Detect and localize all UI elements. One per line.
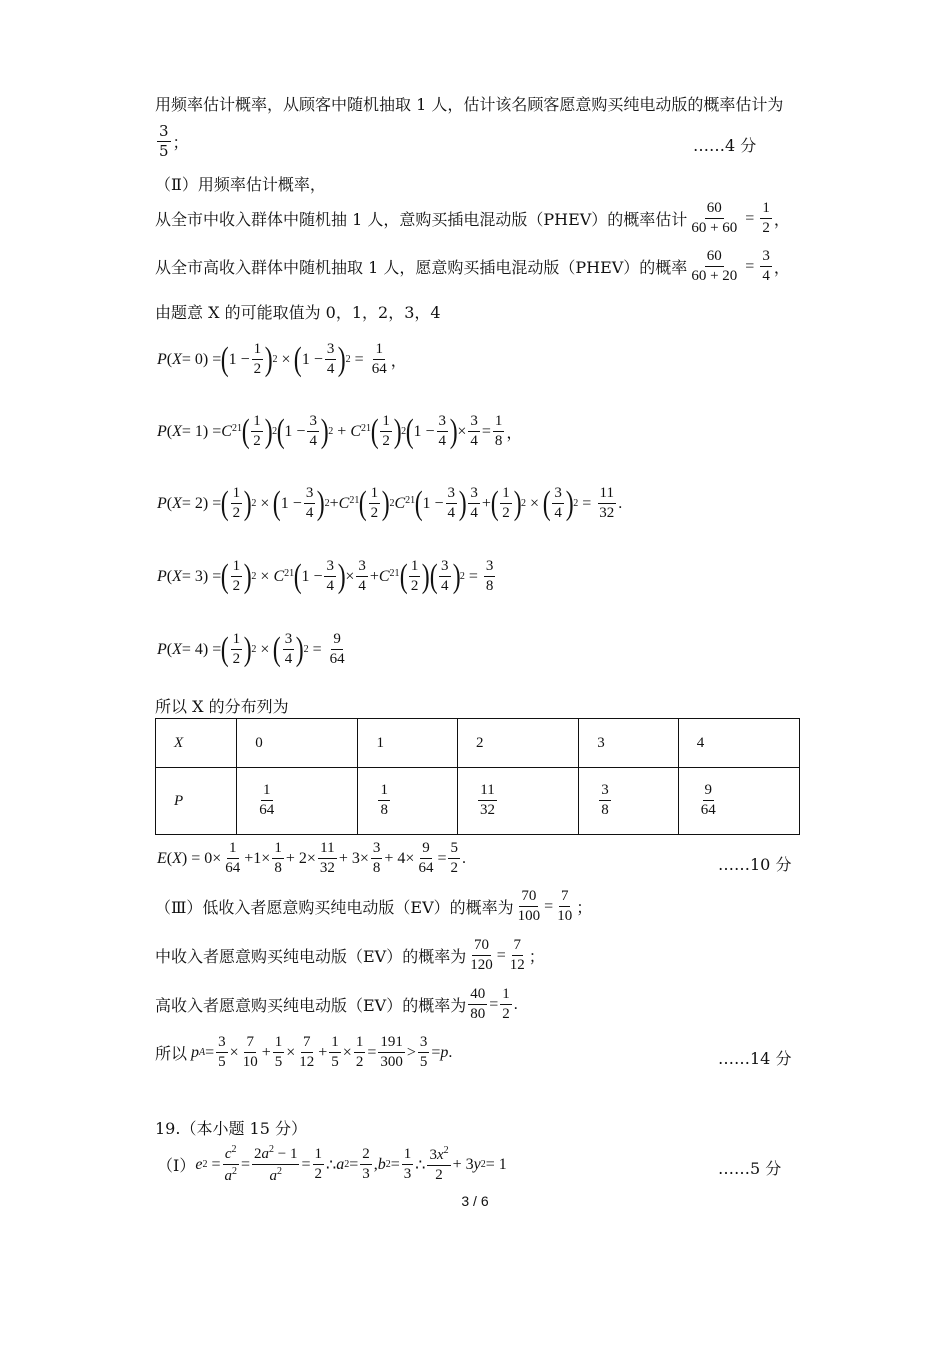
expectation-formula: E ( X ) = 0× $\frac{1}{64}$ +1× $\frac{1}{8}$ + 2× $\frac{11}{32}$ + 3× $\frac{3}{8}$ + 4× $\frac{9}{64}$ = $\frac{5}{2}$ . [157,840,466,876]
p4-formula: P ( X = 4) = ( $\frac{1}{2}$ ) 2 × ( $\frac{3}{4}$ ) 2 = $\frac{9}{64}$ [157,630,345,668]
values-line: 由题意 X 的可能取值为 0，1，2，3，4 [155,303,441,322]
table-cell: $\frac{1}{64}$ [237,768,358,835]
ev-low-line: （Ⅲ）低收入者愿意购买纯电动版（EV）的概率为 $\frac{70}{100}$ = $\frac{7}{10}$ ； [155,888,593,924]
p1-formula: P ( X = 1) = C $^2$ 1 ( $\frac{1}{2}$ ) 2 ( 1 − $\frac{3}{4}$ ) 2 + C $^2$ 1 ( $\frac{1}{2}$ ) 2 ( 1 − $\frac{3}{4}$ ) × $\frac{3}{4}$ = $\frac{1}{8}$ ， [157,412,523,450]
score-4: ……4 分 [693,136,757,155]
table-cell: $\frac{11}{32}$ [458,768,579,835]
table-cell: X [156,719,237,768]
table-cell: 4 [678,719,799,768]
phev-high-line: 从全市高收入群体中随机抽取 1 人，愿意购买插电混动版（PHEV）的概率 $\frac{60}{60 + 20}$ = $\frac{3}{4}$ ， [155,248,790,284]
ev-mid-line: 中收入者愿意购买纯电动版（EV）的概率为 $\frac{70}{120}$ = $\frac{7}{12}$ ； [155,937,545,973]
p2-formula: P ( X = 2) = ( $\frac{1}{2}$ ) 2 × ( 1 − $\frac{3}{4}$ ) 2 + C $^2$ 1 ( $\frac{1}{2}$ ) 2 C $^2$ 1 ( 1 − $\frac{3}{4}$ ) $\frac{3}{4}$ + ( $\frac{1}{2}$ ) 2 × ( $\frac{3}{4}$ ) 2 = $\frac{11}{32}$ . [157,484,623,522]
table-cell: 0 [237,719,358,768]
q19-part1: （Ⅰ） e 2 = $\frac{c^2}{a^2}$ = $\frac{2a^2 - 1}{a^2}$ = $\frac{1}{2}$ ∴ a 2 = $\frac{2}{3}$ , b 2 = $\frac{1}{3}$ ∴ $\frac{3x^2}{2}$ + 3 y 2 = 1 [157,1144,507,1184]
score-5: ……5 分 [718,1159,782,1178]
table-cell: $\frac{9}{64}$ [678,768,799,835]
q19-title: 19.（本小题 15 分） [155,1119,307,1138]
table-row [156,768,800,835]
page-number: 3 / 6 [461,1193,489,1209]
part2-title: （Ⅱ）用频率估计概率， [155,175,326,194]
table-cell: $\frac{1}{8}$ [358,768,458,835]
intro-text: 用频率估计概率，从顾客中随机抽取 1 人，估计该名顾客愿意购买纯电动版的概率估计为 [155,95,784,114]
pa-formula: 所以 p A = $\frac{3}{5}$ × $\frac{7}{10}$ + $\frac{1}{5}$ × $\frac{7}{12}$ + $\frac{1}{5}$ × $\frac{1}{2}$ = $\frac{191}{300}$ > $\frac{3}{5}$ = p . [155,1034,453,1070]
fraction: $\frac{3}{5}$ [159,122,169,160]
distribution-table [155,718,800,835]
table-row [156,719,800,768]
phev-middle-line: 从全市中收入群体中随机抽 1 人，意购买插电混动版（PHEV）的概率估计 $\frac{60}{60 + 60}$ = $\frac{1}{2}$ ， [155,200,790,236]
p0-formula: P ( X = 0) = ( 1 − $\frac{1}{2}$ ) 2 × ( 1 − $\frac{3}{4}$ ) 2 = $\frac{1}{64}$ ， [157,340,407,378]
intro-fraction-line: $\frac{3}{5}$ ； [159,122,189,160]
table-cell: 2 [458,719,579,768]
score-14: ……14 分 [718,1049,792,1068]
table-cell: $\frac{3}{8}$ [579,768,679,835]
intro-line [155,92,783,115]
table-cell: P [156,768,237,835]
score-10: ……10 分 [718,855,792,874]
dist-title: 所以 X 的分布列为 [155,697,289,716]
table-cell: 3 [579,719,679,768]
ev-high-line: 高收入者愿意购买纯电动版（EV）的概率为 $\frac{40}{80}$ = $\frac{1}{2}$ . [155,986,518,1022]
table-cell: 1 [358,719,458,768]
p3-formula: P ( X = 3) = ( $\frac{1}{2}$ ) 2 × C $^2$ 1 ( 1 − $\frac{3}{4}$ ) × $\frac{3}{4}$ + C $^2$ 1 ( $\frac{1}{2}$ ) ( $\frac{3}{4}$ ) 2 = $\frac{3}{8}$ [157,557,494,595]
